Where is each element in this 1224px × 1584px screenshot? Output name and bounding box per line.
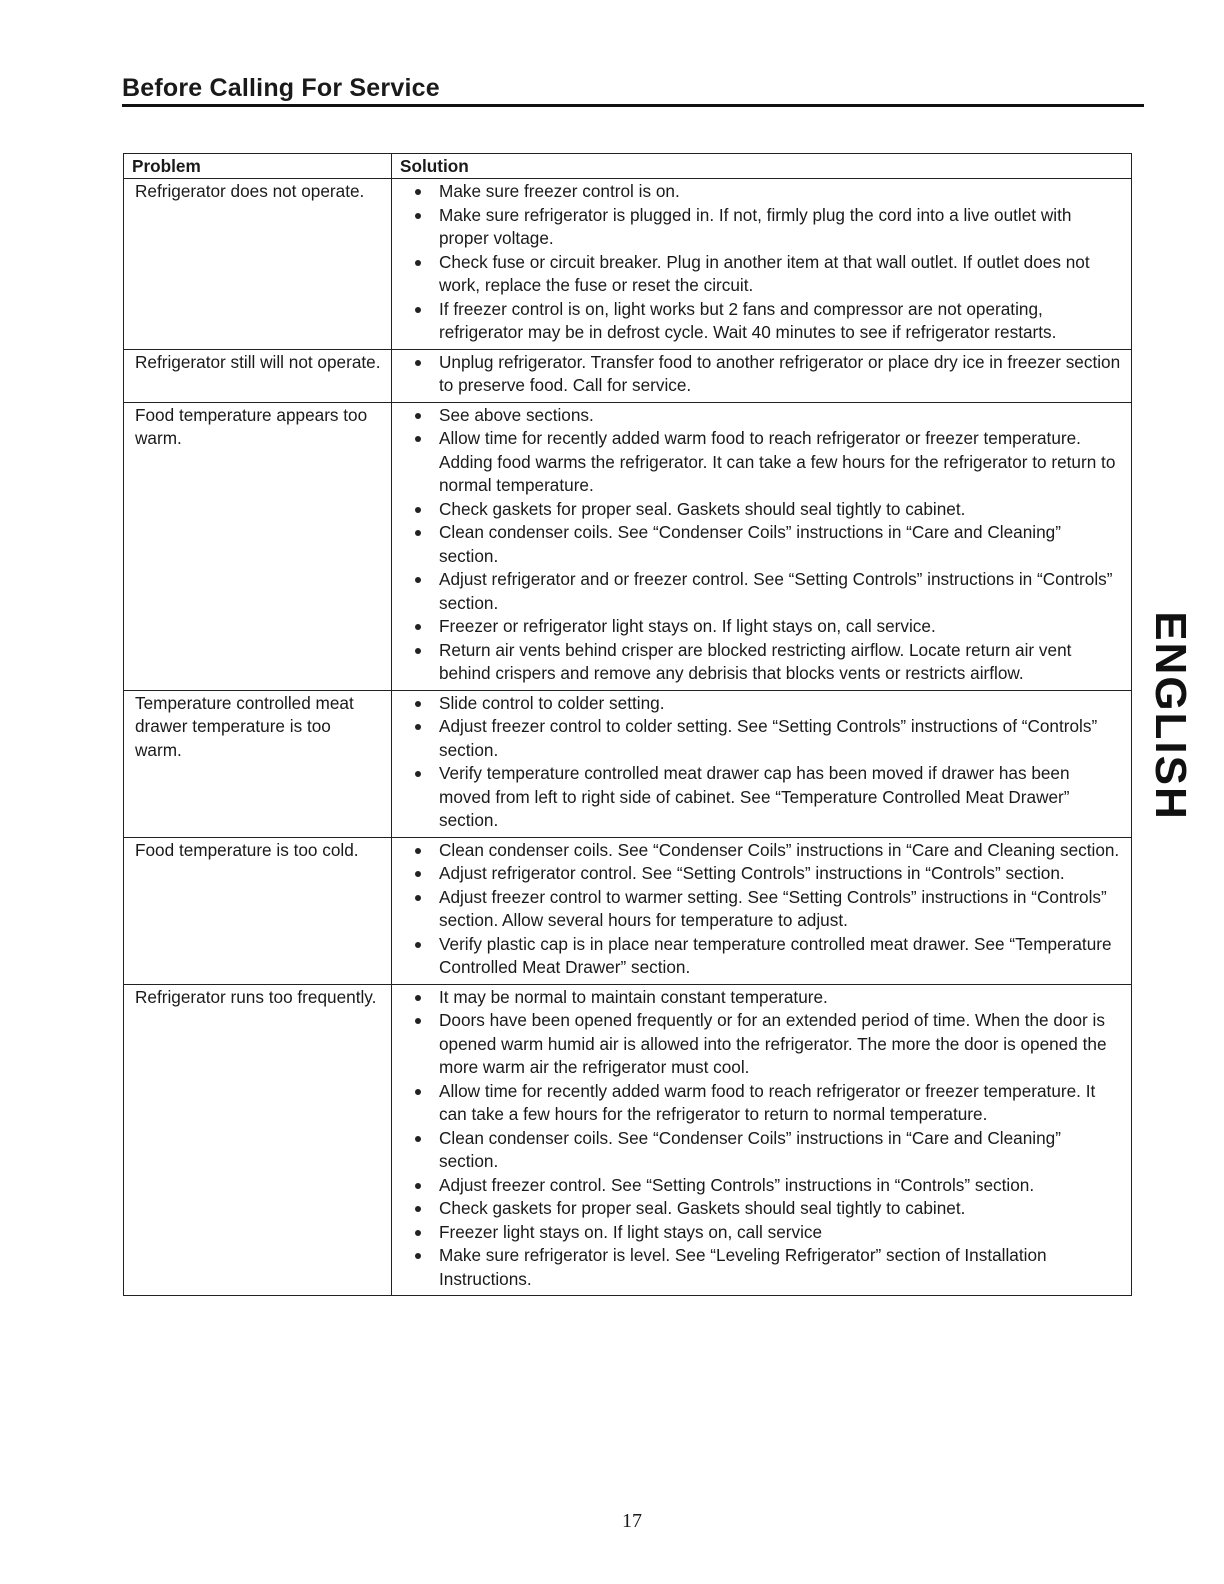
solution-item: Doors have been opened frequently or for an extended period of time. When the door is opened warm humid air is allowed into the refrigerator. The more the door is opened the more warm air the refrigerator must cool. bbox=[402, 1009, 1121, 1080]
solution-cell bbox=[392, 179, 1132, 350]
solution-item: If freezer control is on, light works but 2 fans and compressor are not operating, refrigerator may be in defrost cycle. Wait 40 minutes to see if refrigerator restarts. bbox=[402, 298, 1121, 345]
table-row bbox=[124, 690, 1132, 837]
page-number: 17 bbox=[622, 1510, 642, 1532]
page-title: Before Calling For Service bbox=[122, 74, 440, 102]
problem-cell: Food temperature appears too warm. bbox=[124, 402, 392, 690]
solution-item: Make sure freezer control is on. bbox=[402, 180, 1121, 204]
solution-item: Adjust freezer control. See “Setting Controls” instructions in “Controls” section. bbox=[402, 1174, 1121, 1198]
solution-list bbox=[402, 180, 1121, 345]
solution-item: Check fuse or circuit breaker. Plug in another item at that wall outlet. If outlet does not work, replace the fuse or reset the circuit. bbox=[402, 251, 1121, 298]
solution-cell bbox=[392, 402, 1132, 690]
solution-cell bbox=[392, 349, 1132, 402]
solution-item: Make sure refrigerator is level. See “Leveling Refrigerator” section of Installation Instructions. bbox=[402, 1244, 1121, 1291]
table-row bbox=[124, 179, 1132, 350]
solution-item: Unplug refrigerator. Transfer food to another refrigerator or place dry ice in freezer section to preserve food. Call for service. bbox=[402, 351, 1121, 398]
problem-cell: Food temperature is too cold. bbox=[124, 837, 392, 984]
solution-item: Make sure refrigerator is plugged in. If not, firmly plug the cord into a live outlet with proper voltage. bbox=[402, 204, 1121, 251]
solution-list bbox=[402, 692, 1121, 833]
solution-item: Adjust refrigerator and or freezer control. See “Setting Controls” instructions in “Controls” section. bbox=[402, 568, 1121, 615]
solution-item: Adjust refrigerator control. See “Setting Controls” instructions in “Controls” section. bbox=[402, 862, 1121, 886]
troubleshooting-table bbox=[123, 153, 1132, 1296]
solution-cell bbox=[392, 690, 1132, 837]
solution-item: It may be normal to maintain constant temperature. bbox=[402, 986, 1121, 1010]
solution-item: Freezer light stays on. If light stays on, call service bbox=[402, 1221, 1121, 1245]
solution-item: Allow time for recently added warm food to reach refrigerator or freezer temperature. Adding food warms the refrigerator. It can take a few hours for the refrigerator to return to normal temperature. bbox=[402, 427, 1121, 498]
title-rule bbox=[122, 104, 1144, 107]
solution-item: Adjust freezer control to colder setting. See “Setting Controls” instructions of “Controls” section. bbox=[402, 715, 1121, 762]
solution-item: Verify temperature controlled meat drawer cap has been moved if drawer has been moved from left to right side of cabinet. See “Temperature Controlled Meat Drawer” section. bbox=[402, 762, 1121, 833]
solution-list bbox=[402, 839, 1121, 980]
table-row bbox=[124, 402, 1132, 690]
solution-item: Clean condenser coils. See “Condenser Coils” instructions in “Care and Cleaning” section. bbox=[402, 1127, 1121, 1174]
problem-column-header: Problem bbox=[124, 154, 392, 179]
solution-item: Adjust freezer control to warmer setting. See “Setting Controls” instructions in “Controls” section. Allow several hours for temperature to adjust. bbox=[402, 886, 1121, 933]
problem-cell: Temperature controlled meat drawer temperature is too warm. bbox=[124, 690, 392, 837]
solution-cell bbox=[392, 984, 1132, 1296]
solution-item: Clean condenser coils. See “Condenser Coils” instructions in “Care and Cleaning” section. bbox=[402, 521, 1121, 568]
solution-list bbox=[402, 986, 1121, 1292]
table-row bbox=[124, 837, 1132, 984]
solution-item: Allow time for recently added warm food to reach refrigerator or freezer temperature. It can take a few hours for the refrigerator to return to normal temperature. bbox=[402, 1080, 1121, 1127]
solution-item: Check gaskets for proper seal. Gaskets should seal tightly to cabinet. bbox=[402, 498, 1121, 522]
solution-list bbox=[402, 404, 1121, 686]
solution-item: Check gaskets for proper seal. Gaskets should seal tightly to cabinet. bbox=[402, 1197, 1121, 1221]
solution-item: See above sections. bbox=[402, 404, 1121, 428]
solution-item: Slide control to colder setting. bbox=[402, 692, 1121, 716]
language-side-tab bbox=[1146, 592, 1196, 840]
solution-list bbox=[402, 351, 1121, 398]
problem-cell: Refrigerator does not operate. bbox=[124, 179, 392, 350]
solution-cell bbox=[392, 837, 1132, 984]
solution-item: Clean condenser coils. See “Condenser Coils” instructions in “Care and Cleaning section. bbox=[402, 839, 1121, 863]
solution-item: Verify plastic cap is in place near temperature controlled meat drawer. See “Temperature Controlled Meat Drawer” section. bbox=[402, 933, 1121, 980]
solution-item: Freezer or refrigerator light stays on. If light stays on, call service. bbox=[402, 615, 1121, 639]
table-header-row bbox=[124, 154, 1132, 179]
language-label: ENGLISH bbox=[1146, 611, 1196, 821]
solution-column-header: Solution bbox=[392, 154, 1132, 179]
problem-cell: Refrigerator runs too frequently. bbox=[124, 984, 392, 1296]
table-row bbox=[124, 349, 1132, 402]
table-row bbox=[124, 984, 1132, 1296]
problem-cell: Refrigerator still will not operate. bbox=[124, 349, 392, 402]
solution-item: Return air vents behind crisper are blocked restricting airflow. Locate return air vent behind crispers and remove any debrisis that blocks vents or restricts airflow. bbox=[402, 639, 1121, 686]
